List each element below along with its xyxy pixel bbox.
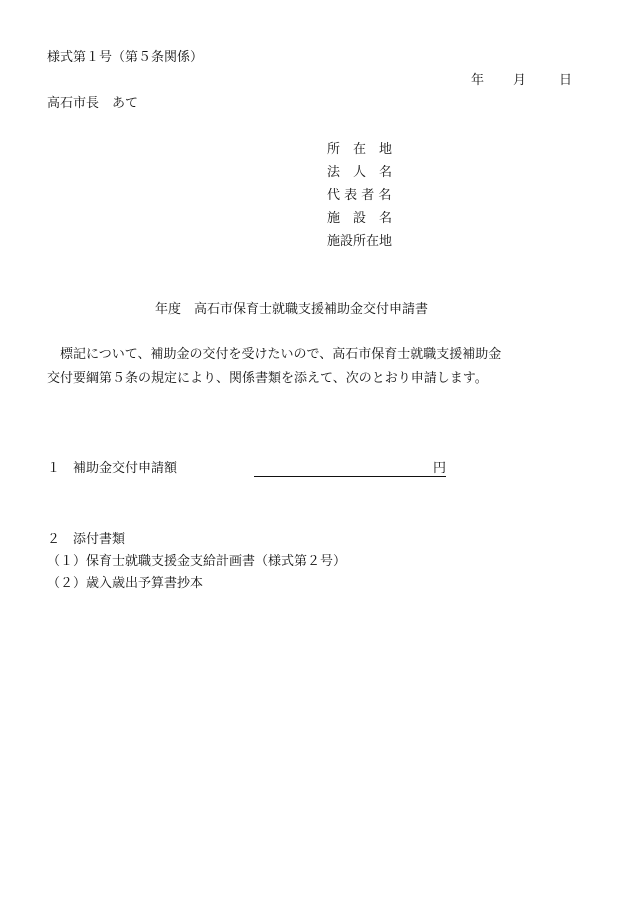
date-year: 年	[471, 73, 485, 88]
item-2-label: ２ 添付書類	[47, 532, 126, 547]
form-number: 様式第１号（第５条関係）	[47, 50, 204, 65]
body-line-2: 交付要綱第５条の規定により、関係書類を添えて、次のとおり申請します。	[47, 371, 488, 386]
field-representative: 代 表 者 名	[327, 188, 392, 203]
attachment-1: （１）保育士就職支援金支給計画書（様式第２号）	[47, 554, 347, 569]
amount-unit: 円	[433, 461, 447, 476]
attachment-2: （２）歳入歳出予算書抄本	[47, 576, 204, 591]
body-line-1: 標記について、補助金の交付を受けたいので、高石市保育士就職支援補助金	[47, 347, 502, 362]
field-facility-name: 施 設 名	[327, 211, 393, 226]
document-title: 年度 高石市保育士就職支援補助金交付申請書	[155, 302, 429, 317]
field-corp-name: 法 人 名	[327, 165, 393, 180]
field-facility-address: 施設所在地	[327, 234, 393, 249]
amount-input-line[interactable]	[254, 476, 446, 477]
date-month: 月	[513, 73, 527, 88]
item-1-label: １ 補助金交付申請額	[47, 461, 178, 476]
field-address: 所 在 地	[327, 142, 393, 157]
addressee: 高石市長 あて	[47, 96, 139, 111]
date-line	[471, 73, 572, 89]
date-day: 日	[559, 73, 573, 88]
